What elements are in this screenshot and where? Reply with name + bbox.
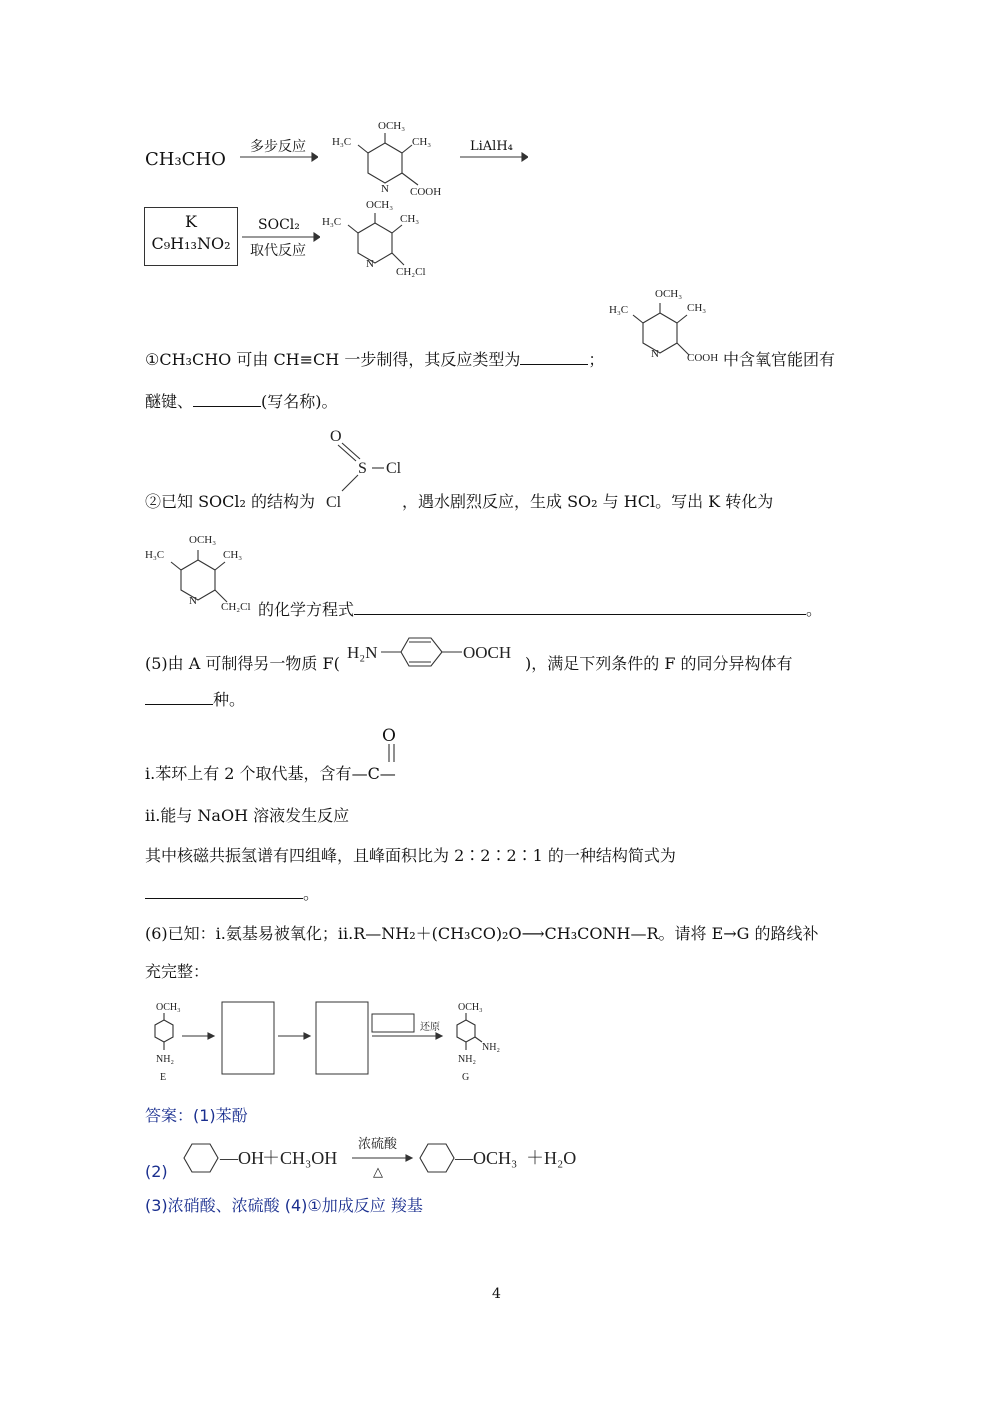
- svg-text:＋H₂O: ＋H₂O: [526, 1148, 577, 1168]
- q4-1-line1: ①CH₃CHO 可由 CH≡CH 一步制得，其反应类型为 ；: [145, 350, 605, 369]
- svg-text:NH₂: NH₂: [156, 1054, 174, 1065]
- route-e-to-g: [140, 996, 520, 1088]
- carbonyl-oxygen: O: [382, 726, 396, 746]
- svg-text:N: N: [651, 348, 659, 360]
- svg-text:O: O: [330, 428, 342, 445]
- blank-reaction-type[interactable]: [520, 350, 588, 365]
- q5-cond2: ii.能与 NaOH 溶液发生反应: [145, 806, 350, 825]
- svg-text:CH₃: CH₃: [412, 136, 432, 148]
- svg-text:OCH₃: OCH₃: [366, 199, 394, 211]
- svg-text:OCH₃: OCH₃: [458, 1002, 483, 1013]
- q5-answer-line: 。: [145, 884, 319, 904]
- svg-text:CH₂Cl: CH₂Cl: [221, 601, 251, 613]
- svg-text:N: N: [189, 595, 197, 607]
- blank-functional-group[interactable]: [193, 392, 261, 407]
- q6-line1: (6)已知：i.氨基易被氧化；ii.R—NH₂＋(CH₃CO)₂O⟶CH₃CONH—R。请将 E→G 的路线补: [145, 924, 819, 943]
- carbonyl-group: —C—: [351, 764, 396, 783]
- q5-line2: 种。: [145, 690, 245, 710]
- pyridine-acid-molecule: [330, 115, 455, 200]
- q4-1-line2: 醚键、 (写名称)。: [145, 392, 338, 411]
- svg-text:CH₂Cl: CH₂Cl: [396, 266, 426, 278]
- q5-nmr: 其中核磁共振氢谱有四组峰，且峰面积比为 2∶2∶2∶1 的一种结构简式为: [145, 846, 676, 865]
- blank-equation[interactable]: [354, 600, 806, 615]
- svg-text:NH₂: NH₂: [482, 1042, 500, 1053]
- carbonyl-double-bond: [386, 744, 398, 764]
- q4-2-part1: ②已知 SOCl₂ 的结构为: [145, 492, 316, 511]
- svg-text:H₃C: H₃C: [332, 136, 352, 148]
- route-box-2: [316, 1002, 368, 1074]
- compound-f-structure: [345, 632, 525, 692]
- q4-1-line1-tail: 中含氧官能团有: [723, 350, 836, 369]
- svg-text:COOH: COOH: [687, 352, 719, 364]
- svg-text:OCH₃: OCH₃: [156, 1002, 181, 1013]
- arrow3-bottom: 取代反应: [250, 243, 306, 259]
- svg-text:COOH: COOH: [410, 186, 442, 198]
- arrow2-label: LiAlH₄: [470, 139, 513, 154]
- route-reagent-box: [372, 1014, 414, 1032]
- svg-text:Cl: Cl: [386, 460, 402, 477]
- svg-text:浓硫酸: 浓硫酸: [358, 1136, 398, 1151]
- answer-2-label: (2): [145, 1162, 168, 1181]
- socl2-structure: [320, 425, 410, 515]
- blank-structure[interactable]: [145, 884, 303, 899]
- svg-text:—OCH₃: —OCH₃: [455, 1148, 518, 1168]
- page-number: 4: [492, 1286, 501, 1302]
- svg-text:OCH₃: OCH₃: [378, 120, 406, 132]
- scheme-start: CH₃CHO: [145, 149, 226, 170]
- q6-line2: 充完整：: [145, 962, 210, 981]
- q5-part2: )，满足下列条件的 F 的同分异构体有: [525, 654, 793, 673]
- svg-text:H₃C: H₃C: [322, 216, 342, 228]
- svg-text:H₂N: H₂N: [347, 643, 378, 662]
- svg-text:G: G: [462, 1072, 470, 1083]
- route-box-1: [222, 1002, 274, 1074]
- svg-text:N: N: [381, 183, 389, 195]
- q4-2-line2: 的化学方程式 。: [258, 600, 823, 619]
- answer-2-equation: [172, 1132, 592, 1180]
- svg-text:＋CH₃OH: ＋CH₃OH: [262, 1148, 338, 1168]
- svg-text:—OH: —OH: [220, 1148, 264, 1168]
- arrow2: [458, 150, 528, 164]
- svg-text:H₃C: H₃C: [609, 304, 629, 316]
- q5-cond1: i.苯环上有 2 个取代基，含有—C—: [145, 764, 396, 783]
- svg-text:还原: 还原: [420, 1022, 440, 1033]
- svg-text:N: N: [366, 258, 374, 270]
- svg-text:CH₃: CH₃: [223, 549, 243, 561]
- blank-isomer-count[interactable]: [145, 690, 213, 705]
- svg-text:Cl: Cl: [326, 494, 342, 511]
- pyridine-chloride-molecule: [320, 195, 440, 280]
- svg-text:OCH₃: OCH₃: [189, 534, 217, 546]
- svg-text:OOCH: OOCH: [463, 643, 512, 662]
- svg-text:CH₃: CH₃: [687, 302, 707, 314]
- arrow1: [238, 150, 318, 164]
- pyridine-acid-molecule-inline: [605, 285, 723, 367]
- answer-3-4: (3)浓硝酸、浓硫酸 (4)①加成反应 羧基: [145, 1196, 423, 1215]
- k-name: K: [185, 212, 197, 231]
- svg-text:△: △: [373, 1164, 383, 1179]
- arrow1-label: 多步反应: [250, 139, 306, 155]
- answer-1: 答案：(1)苯酚: [145, 1106, 248, 1125]
- arrow3-top: SOCl₂: [258, 217, 300, 233]
- svg-text:OCH₃: OCH₃: [655, 288, 683, 300]
- q4-2-part2: ，遇水剧烈反应，生成 SO₂ 与 HCl。写出 K 转化为: [402, 492, 774, 511]
- q5-part1: (5)由 A 可制得另一物质 F(: [145, 654, 340, 673]
- svg-text:H₃C: H₃C: [145, 549, 165, 561]
- compound-k-box: [144, 207, 238, 266]
- svg-text:S: S: [358, 460, 367, 477]
- k-formula: C₉H₁₃NO₂: [151, 234, 231, 253]
- svg-text:CH₃: CH₃: [400, 213, 420, 225]
- svg-text:NH₂: NH₂: [458, 1054, 476, 1065]
- pyridine-chloride-molecule-inline: [143, 532, 263, 617]
- svg-text:E: E: [160, 1072, 167, 1083]
